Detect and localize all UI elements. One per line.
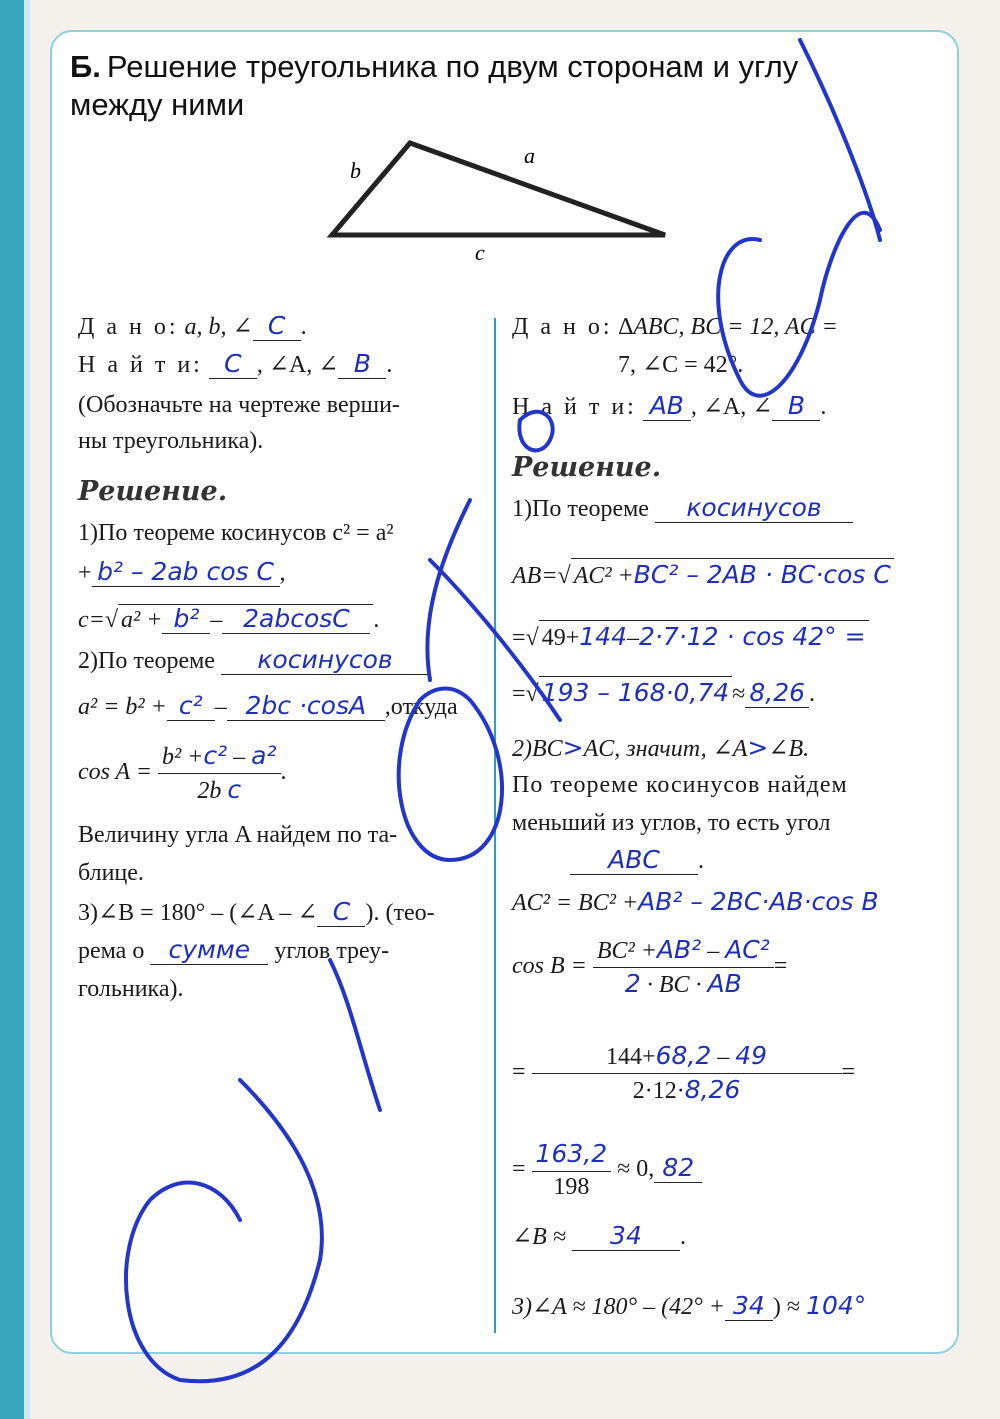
find-label: Н а й т и: [78,352,203,378]
left-solution-heading: Решение. [78,476,228,507]
right-find-mid: , ∠A, ∠ [690,394,773,420]
right-cosb-formula [512,934,787,1001]
c-handwritten-1: b² [162,605,210,634]
left-find-line: Н а й т и: C , ∠A, ∠ B . [78,349,393,378]
right-ab-line2: =√ 49+144–2·7·12 · cos 42° = [512,620,869,654]
left-note-line1: (Обозначьте на чертеже верши- [78,392,400,418]
right-given-line2: 7, ∠C = 42°. [618,352,744,378]
right-step1-text: 1)По теореме [512,496,649,522]
given-text: a, b, ∠ [184,314,253,340]
step1-handwritten: b² – 2ab cos C [92,558,280,587]
ab3-result-handwritten: 8,26 [745,679,809,708]
cosb-num-prefix: BC² + [596,938,657,964]
section-letter: Б. [70,49,101,84]
right-find-label: Н а й т и: [512,394,637,420]
right-fraction3 [512,1138,702,1203]
right-given-label: Д а н о: [512,314,613,340]
find-mid: , ∠A, ∠ [256,352,339,378]
ab3-handwritten: 193 – 168·0,74 [541,678,730,707]
compare-handwritten-1: > [562,733,584,762]
angle-a-prefix: 3)∠A ≈ 180° – (42° + [512,1294,725,1320]
theorem-handwritten: сумме [150,936,268,965]
find-handwritten-1: C [209,350,257,379]
cosb-den-mid: · BC · [646,972,702,999]
fraction-2: $\frac{144+68,2 - 49}{2\cdot 12\cdot 8,26}$ [532,1040,842,1107]
figure-label-b: b [350,158,361,183]
angle-handwritten: ABC [570,846,698,875]
column-divider [494,318,496,1333]
triangle-shape [332,143,665,235]
right-ac2-formula [512,886,879,919]
step3-handwritten: C [317,898,365,927]
cos-den-handwritten: c [227,775,242,805]
cosb-num-handwritten-2: AC² [725,935,770,964]
find-handwritten-2: B [338,350,386,379]
ab-handwritten: BC² – 2AB · BC·cos C [633,560,891,589]
section-title [70,48,890,124]
book-edge-strip [0,0,24,1419]
left-table-line1: Величину угла A найдем по та- [78,822,398,848]
cosb-fraction: $\frac{\text{BC² +AB² – AC²}}{2 \cdot BC \cdot AB}$ [593,934,774,1001]
right-given-line [512,312,838,343]
ab2-handwritten-2: 2·7·12 · cos 42° = [638,622,866,651]
right-fraction2 [512,1040,855,1107]
angle-b-prefix: ∠B ≈ [512,1224,566,1250]
ab-prefix: AB= [512,563,558,589]
book-edge-shadow [24,0,30,1419]
f3-den: 198 [553,1174,590,1201]
step2-handwritten: косинусов [221,646,429,675]
triangle-figure [320,135,680,265]
step3-text: 3)∠B = 180° – (∠A – ∠ [78,900,318,926]
f2-num-handwritten-1: 68,2 [655,1041,712,1070]
theorem-suffix: углов треу- [274,938,390,964]
cos-label: cos A = [78,759,152,786]
f2-den-handwritten: 8,26 [684,1075,741,1105]
cos-den-prefix: 2b [197,778,222,805]
comma: , [279,560,286,586]
right-find-handwritten-2: B [772,392,820,421]
f2-den-prefix: 2·12· [632,1078,685,1105]
cos-num-prefix: b² + [161,744,204,770]
left-step1-cont [78,558,286,589]
angle-a-handwritten-2: 104° [806,1291,867,1320]
step2-text: 2)По теореме [78,648,215,674]
right-para-line1: По теореме косинусов найдем [512,772,848,798]
step3-suffix: ). (тео- [365,900,435,926]
f2-num-prefix: 144+ [606,1044,656,1070]
f3-approx: ≈ 0, [617,1156,655,1183]
right-angle-b: ∠B ≈ 34 . [512,1221,686,1250]
angle-b-handwritten: 34 [572,1222,680,1251]
ab2-prefix: 49+ [541,625,580,651]
ab3-approx: ≈ [732,681,746,707]
a2-prefix: a² = b² + [78,694,167,720]
compare-mid: AC, значит, ∠A [583,736,748,762]
right-find-handwritten-1: AB [643,392,691,421]
left-step3 [78,898,435,929]
a2-suffix: ,откуда [384,694,458,720]
equals-sign: = [773,953,788,980]
ab2-handwritten-1: 144 [579,622,627,651]
left-a2-formula: a² = b² + c² – 2bc ·cosA ,откуда [78,691,458,720]
c-root-text: a² + [121,607,163,633]
right-ab-formula: AB=√ AC² +BC² – 2AB · BC·cos C [512,558,894,592]
equals-sign-3: = [841,1059,856,1086]
c-handwritten-2: 2abcosC [222,605,370,634]
left-last-line: гольника). [78,976,184,1002]
right-para-line2: меньший из углов, то есть угол [512,810,831,836]
cosb-num-handwritten-1: AB² [656,935,702,964]
right-ab-line3: =√ 193 – 168·0,74 ≈ 8,26 . [512,676,815,710]
cosb-den-handwritten-1: 2 [624,969,641,999]
ac2-handwritten: AB² – 2BC·AB·cos B [638,887,879,916]
left-cos-formula: cos A = $\frac{\text{b² +c² – a²}}{\text{2b c}}$ . [78,740,287,807]
plus-sign: + [78,560,92,586]
fraction-3 [532,1138,612,1203]
equals-sign-2: = [512,1059,526,1086]
theorem-prefix: рема о [78,938,145,964]
compare-prefix: 2)BC [512,736,563,762]
given-label: Д а н о: [78,314,179,340]
cosb-den-handwritten-2: AB [707,969,742,999]
right-find-line: Н а й т и: AB , ∠A, ∠ B . [512,391,827,420]
c-formula-prefix: c= [78,607,105,633]
left-given-line: Д а н о: a, b, ∠ C . [78,311,307,340]
cosb-label: cos B = [512,953,587,980]
left-c-formula: c=√ a² + b² – 2abcosC . [78,604,379,636]
right-angle-line: ABC . [570,846,704,877]
compare-handwritten-2: > [747,733,769,762]
left-step2 [78,646,429,677]
cos-num-handwritten-1: c² [203,741,228,770]
figure-label-a: a [524,143,535,168]
section-title-text: Решение треугольника по двум сторонам и углу между ними [70,49,799,122]
a2-handwritten-1: c² [167,692,215,721]
left-step1: 1)По теореме косинусов c² = a² [78,520,394,546]
given-handwritten: C [253,312,301,341]
f2-num-handwritten-2: 49 [735,1041,768,1070]
left-theorem-line [78,936,389,967]
ac2-prefix: AC² = BC² + [512,890,639,916]
equals-sign-4: = [512,1156,526,1183]
a2-handwritten-2: 2bc ·cosA [227,692,385,721]
right-step1 [512,494,853,525]
right-step1-handwritten: косинусов [655,494,853,523]
ab-root-text: AC² + [573,563,634,589]
right-given-text: ∆ABC, BC = 12, AC = [618,314,838,340]
angle-a-handwritten-1: 34 [725,1292,773,1321]
right-solution-heading: Решение. [512,452,662,483]
right-angle-a [512,1290,866,1323]
f3-handwritten: 82 [654,1154,702,1183]
figure-label-c: c [475,240,485,265]
cos-fraction: $\frac{\text{b² +c² – a²}}{\text{2b c}}$ [158,740,281,807]
left-note-line2: ны треугольника). [78,428,264,454]
cos-num-handwritten-2: a² [251,741,277,770]
compare-suffix: ∠B. [768,736,810,762]
angle-a-mid: ) ≈ [772,1294,801,1320]
f3-num-handwritten: 163,2 [535,1139,608,1168]
left-table-line2: блице. [78,860,144,886]
right-compare-line [512,732,809,765]
